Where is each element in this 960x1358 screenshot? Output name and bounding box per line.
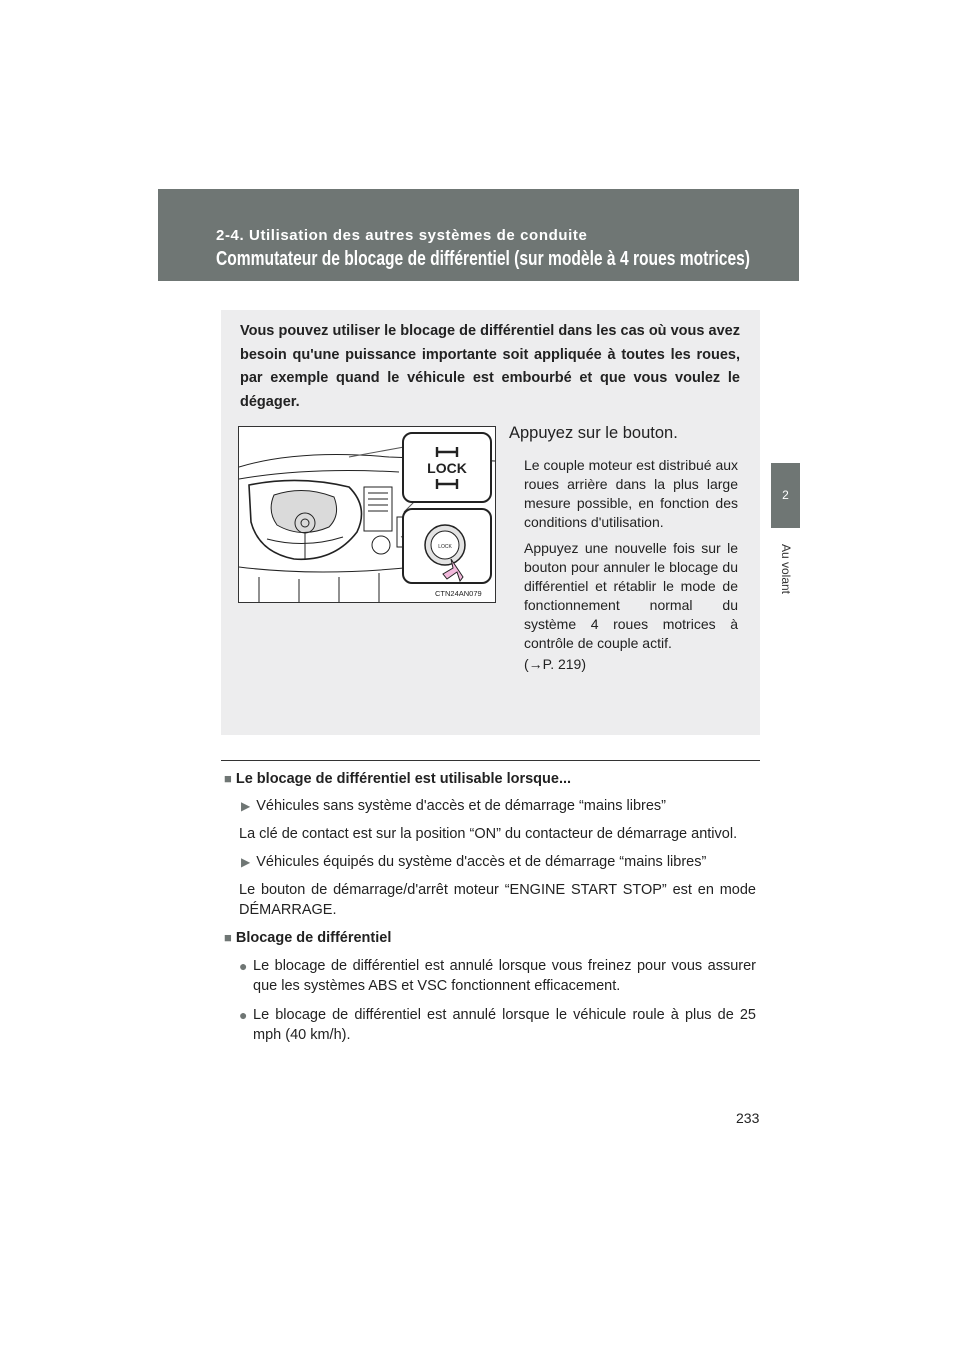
dashboard-drawing bbox=[239, 427, 495, 602]
step-title: Appuyez sur le bouton. bbox=[509, 424, 678, 442]
page-reference-link[interactable]: (→P. 219) bbox=[524, 656, 586, 672]
section-header bbox=[158, 189, 799, 281]
lock-label: LOCK bbox=[427, 460, 467, 476]
chapter-label: Au volant bbox=[779, 543, 794, 595]
step-description bbox=[524, 456, 738, 681]
lock-button-label: LOCK bbox=[438, 544, 452, 550]
vehicle-condition: ▶ Véhicules équipés du système d'accès et de démarrage “mains libres” bbox=[241, 854, 707, 870]
square-icon: ■ bbox=[224, 930, 232, 945]
note-paragraph: La clé de contact est sur la position “ON” du contacteur de démarrage antivol. bbox=[239, 826, 738, 842]
step-paragraph: Appuyez une nouvelle fois sur le bouton pour annuler le blocage du différentiel et rétablir le mode de fonctionnement normal du système 4 roues motrices à contrôle de couple actif. bbox=[524, 540, 738, 651]
note-paragraph: Le bouton de démarrage/d'arrêt moteur “ENGINE START STOP” est en mode DÉMARRAGE. bbox=[239, 882, 756, 918]
figure-code: CTN24AN079 bbox=[435, 589, 482, 598]
note-heading: ■ Le blocage de différentiel est utilisable lorsque... bbox=[224, 771, 572, 787]
list-item: ● Le blocage de différentiel est annulé lorsque vous freinez pour vous assurer que les systèmes ABS et VSC fonctionnent efficacement. bbox=[239, 958, 756, 994]
circle-bullet-icon: ● bbox=[239, 1007, 248, 1023]
notes-section bbox=[224, 770, 756, 1054]
note-heading: ■ Blocage de différentiel bbox=[224, 930, 392, 946]
chapter-tab[interactable] bbox=[771, 463, 800, 528]
circle-bullet-icon: ● bbox=[239, 958, 248, 974]
list-item: ● Le blocage de différentiel est annulé lorsque le véhicule roule à plus de 25 mph (40 km/h). bbox=[239, 1007, 756, 1043]
triangle-icon: ▶ bbox=[241, 855, 251, 869]
chapter-number: 2 bbox=[782, 488, 789, 502]
square-icon: ■ bbox=[224, 771, 232, 786]
dashboard-illustration bbox=[238, 426, 496, 603]
info-box bbox=[221, 310, 760, 735]
divider bbox=[221, 760, 760, 761]
triangle-icon: ▶ bbox=[241, 799, 251, 813]
vehicle-condition: ▶ Véhicules sans système d'accès et de démarrage “mains libres” bbox=[241, 798, 666, 814]
step-paragraph: Le couple moteur est distribué aux roues arrière dans la plus large mesure possible, en fonction des conditions d'utilisation. bbox=[524, 457, 739, 530]
page-title: Commutateur de blocage de différentiel (sur modèle à 4 roues motrices) bbox=[216, 248, 750, 270]
intro-text: Vous pouvez utiliser le blocage de différentiel dans les cas où vous avez besoin qu'une puissance importante soit appliquée à toutes les roues, par exemple quand le véhicule est embourbé et que vous voulez le dégager. bbox=[240, 323, 740, 410]
section-title: 2-4. Utilisation des autres systèmes de conduite bbox=[216, 227, 588, 244]
page-number: 233 bbox=[736, 1110, 760, 1126]
